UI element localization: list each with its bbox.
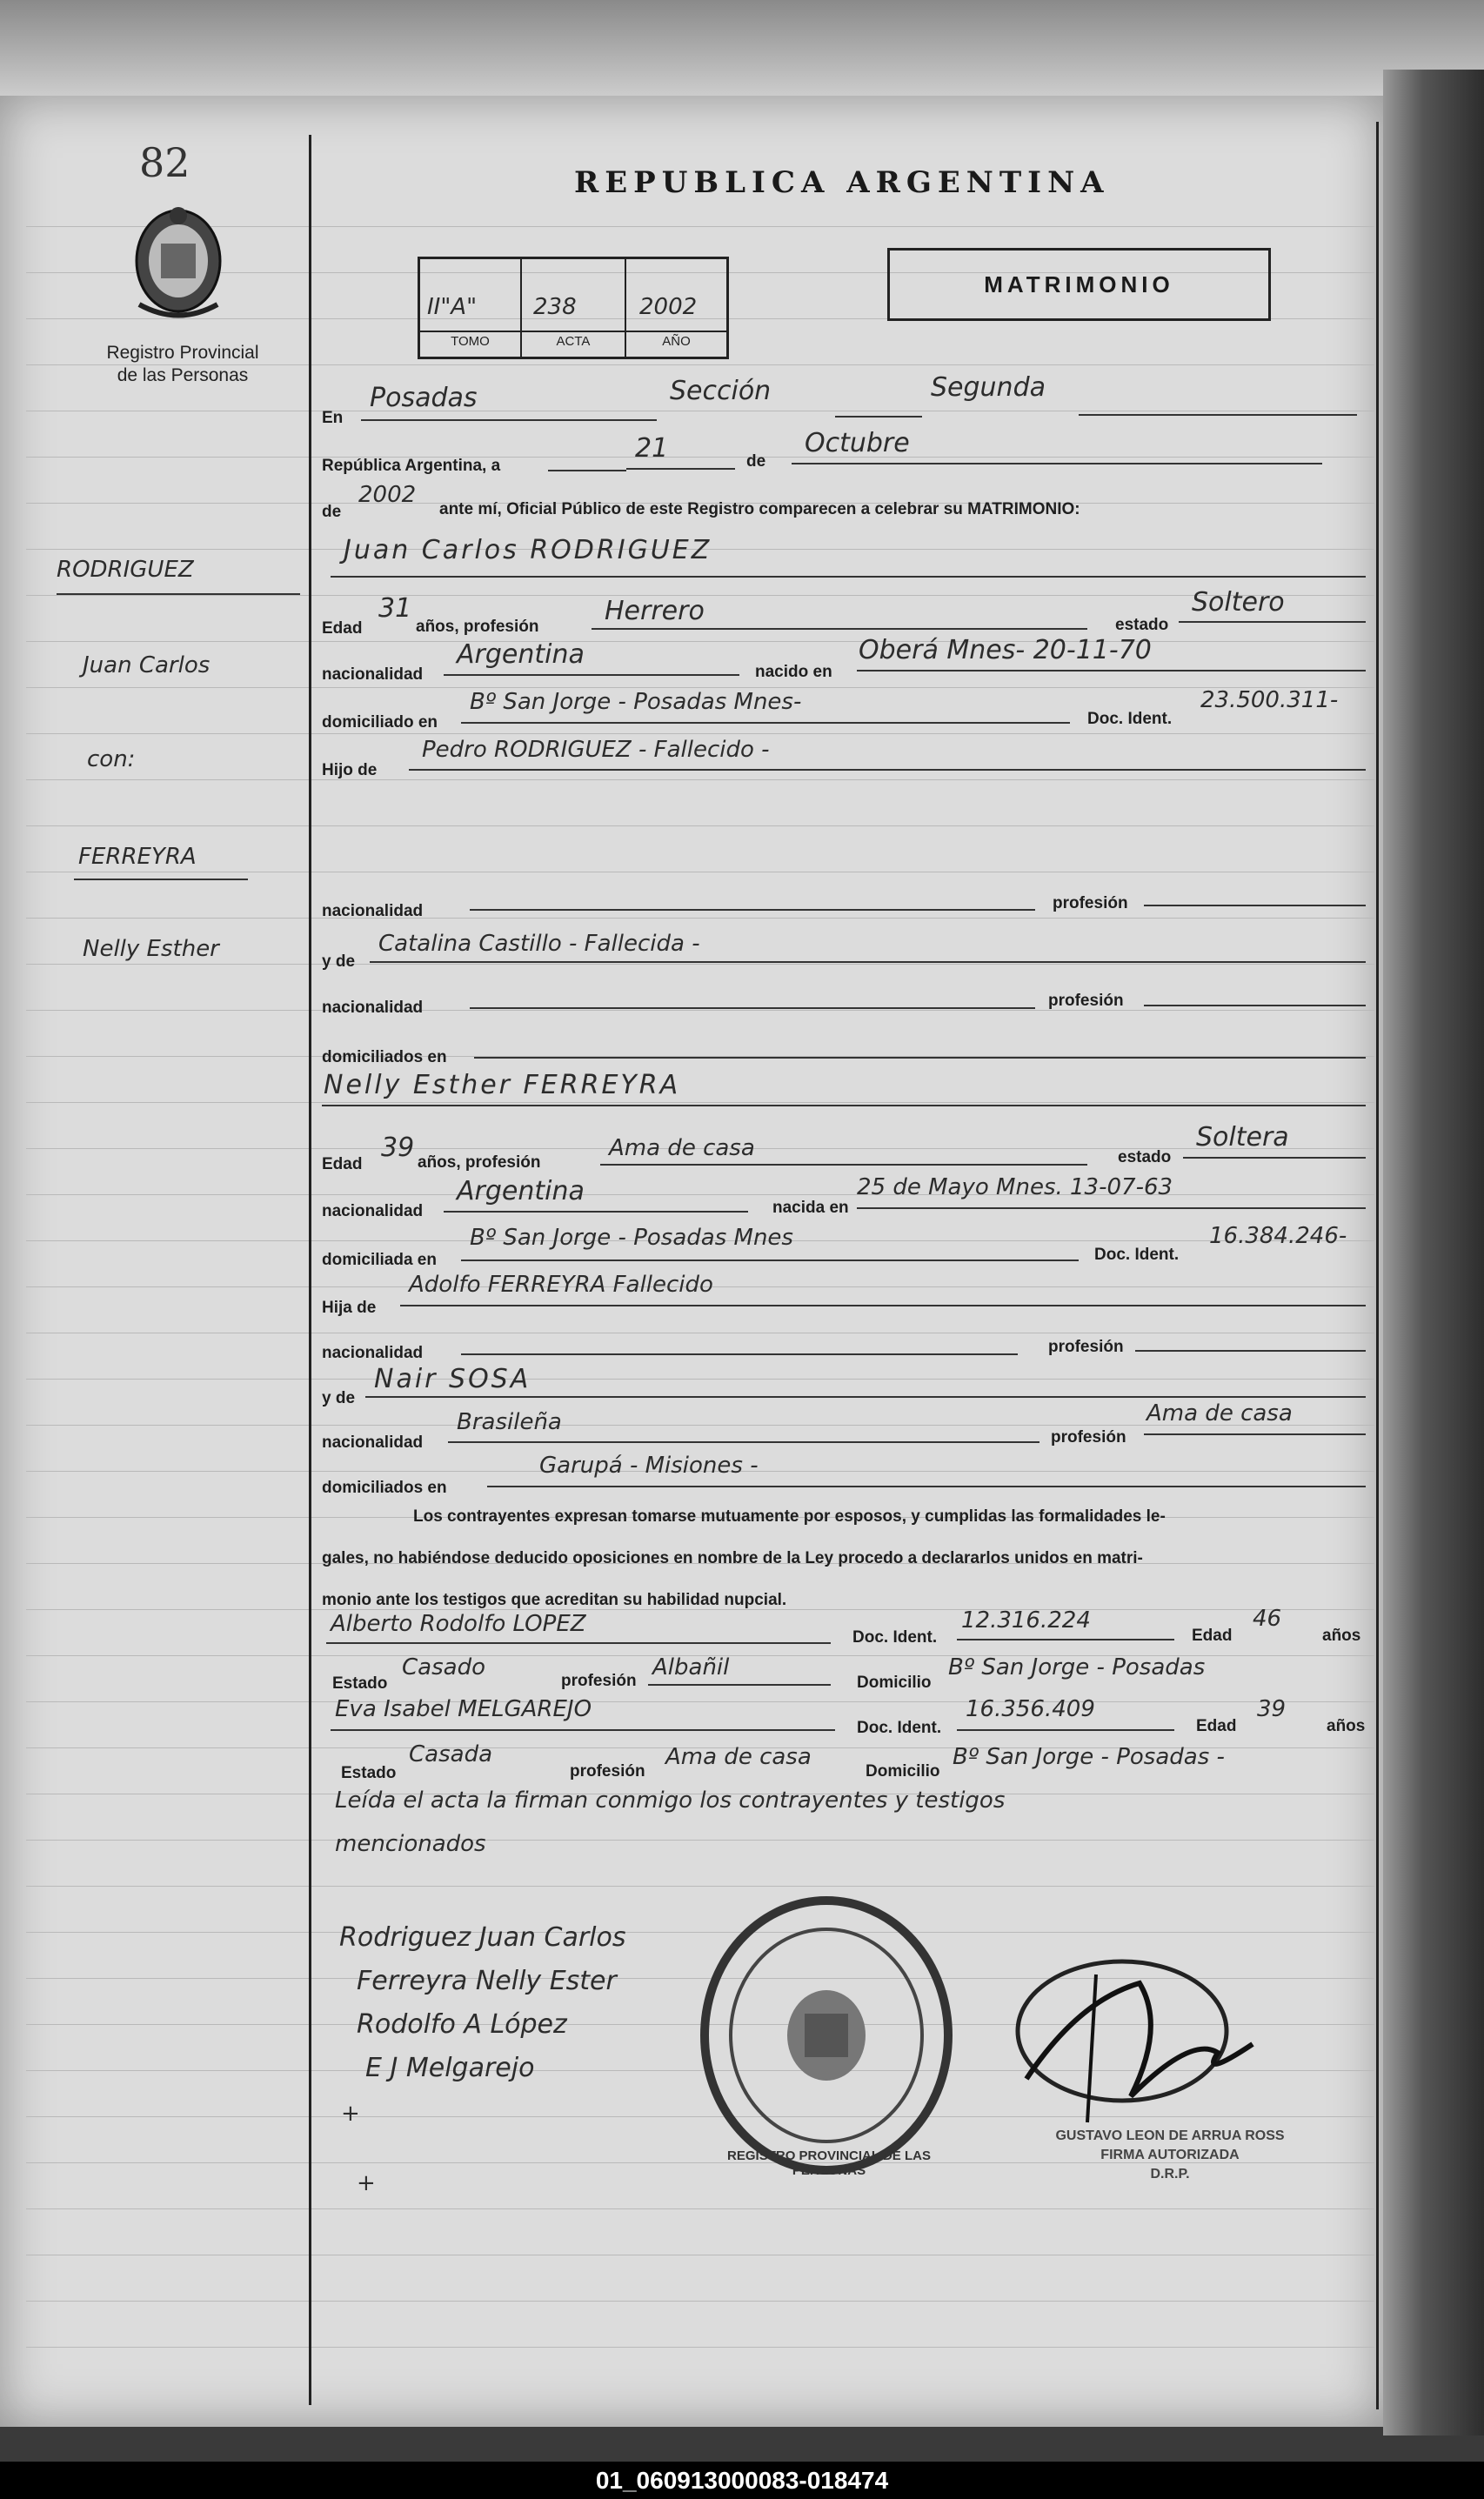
month: Octubre [805, 428, 910, 458]
witness1-name: Alberto Rodolfo LOPEZ [331, 1611, 586, 1637]
seccion-label: Sección [670, 376, 772, 406]
bride-domiciliados: Garupá - Misiones - [539, 1453, 759, 1479]
signature-witness1: Rodolfo A López [357, 2009, 567, 2040]
bride-father: Adolfo FERREYRA Fallecido [409, 1272, 713, 1298]
bride-profession: Ama de casa [609, 1135, 755, 1161]
margin-line-left [309, 135, 311, 2405]
intro-statement: ante mí, Oficial Público de este Registro comparecen a celebrar su MATRIMONIO: [439, 500, 1080, 518]
ano-label: AÑO [662, 334, 691, 349]
groom-birthplace: Oberá Mnes- 20-11-70 [859, 635, 1152, 665]
witness2-address: Bº San Jorge - Posadas - [953, 1744, 1225, 1770]
acta-label: ACTA [556, 334, 591, 349]
declaration: Los contrayentes expresan tomarse mutuamente por esposos, y cumplidas las formalidades le- gales, no habiéndose deducido oposiciones en nombre de la Ley procedo a declararlos unidos en matri- monio ante los testigos que acreditan su habilidad nupcial. [322, 1507, 1166, 1609]
registry-seal-icon [696, 1892, 957, 2179]
record-type-box [887, 248, 1271, 321]
bride-mother: Nair SOSA [374, 1364, 531, 1394]
bride-mother-nationality: Brasileña [457, 1409, 562, 1435]
bride-nationality: Argentina [457, 1176, 585, 1206]
margin-note-surname2: FERREYRA [78, 844, 197, 870]
witness2-status: Casada [409, 1741, 493, 1767]
witness1-age: 46 [1253, 1606, 1282, 1632]
officer-signature-icon [992, 1948, 1287, 2148]
groom-address: Bº San Jorge - Posadas Mnes- [470, 689, 802, 715]
witness2-name: Eva Isabel MELGAREJO [335, 1696, 592, 1722]
witness2-profession: Ama de casa [665, 1744, 812, 1770]
registry-name: Registro Provincial de las Personas [106, 343, 259, 385]
officer-stamp: GUSTAVO LEON DE ARRUA ROSS FIRMA AUTORIZADA D.R.P. [1055, 2128, 1285, 2182]
record-type: MATRIMONIO [984, 271, 1174, 297]
bride-address: Bº San Jorge - Posadas Mnes [470, 1225, 793, 1251]
bride-birthplace: 25 de Mayo Mnes. 13-07-63 [857, 1174, 1173, 1200]
country-title: REPUBLICA ARGENTINA [574, 165, 1110, 200]
year: 2002 [358, 482, 417, 508]
tomo-value: II"A" [427, 294, 478, 320]
witness1-profession: Albañil [652, 1654, 730, 1680]
bride-name: Nelly Esther FERREYRA [324, 1070, 681, 1100]
page-edge [1383, 70, 1484, 2436]
signature-bride: Ferreyra Nelly Ester [357, 1966, 617, 1996]
groom-mother: Catalina Castillo - Fallecida - [378, 931, 700, 957]
day: 21 [635, 433, 669, 464]
groom-age: 31 [378, 593, 412, 624]
tomo-label: TOMO [451, 334, 490, 349]
groom-profession: Herrero [605, 596, 705, 626]
ano-value: 2002 [639, 294, 698, 320]
groom-doc: 23.500.311- [1200, 687, 1339, 713]
bride-doc: 16.384.246- [1209, 1223, 1347, 1249]
seal-text: REGISTRO PROVINCIAL DE LAS PERSONAS [727, 2148, 931, 2178]
margin-note-con: con: [87, 746, 136, 772]
bride-status: Soltera [1196, 1122, 1289, 1153]
witness1-doc: 12.316.224 [961, 1607, 1091, 1634]
margin-note-given: Juan Carlos [83, 652, 211, 678]
closing-line1: Leída el acta la firman conmigo los contrayentes y testigos [335, 1787, 1006, 1814]
groom-nationality: Argentina [457, 639, 585, 670]
record-box [418, 257, 729, 359]
groom-name: Juan Carlos RODRIGUEZ [344, 535, 712, 565]
document-id: 01_060913000083-018474 [0, 2462, 1484, 2499]
coat-of-arms-icon [126, 200, 231, 322]
city: Posadas [370, 383, 478, 413]
bride-age: 39 [381, 1133, 415, 1163]
groom-status: Soltero [1192, 587, 1285, 618]
witness1-address: Bº San Jorge - Posadas [948, 1654, 1206, 1680]
groom-father: Pedro RODRIGUEZ - Fallecido - [422, 737, 770, 763]
closing-line2: mencionados [335, 1831, 486, 1857]
signature-groom: Rodriguez Juan Carlos [339, 1922, 626, 1953]
page-number: 82 [139, 139, 191, 186]
binding-top [0, 0, 1484, 100]
acta-value: 238 [533, 294, 577, 320]
margin-line-right [1376, 122, 1379, 2409]
margin-note-given2: Nelly Esther [83, 936, 219, 962]
witness1-status: Casado [402, 1654, 485, 1680]
witness2-doc: 16.356.409 [966, 1696, 1095, 1722]
witness2-age: 39 [1257, 1696, 1287, 1722]
bride-mother-profession: Ama de casa [1146, 1400, 1293, 1427]
signature-witness2: E J Melgarejo [365, 2053, 535, 2083]
seccion: Segunda [931, 372, 1046, 403]
register-page: 82 Registro Provincial de las Personas REPUBLICA ARGENTINA II"A" 238 2002 TOMO ACTA AÑO MATRIMONIO RODRIGUEZ Juan Carlos con: FERREYRA Nelly Esther En Posadas Sección Segunda República Argentina, a 21 de Octubre de 2002 ante mí, Oficial Público de este Registro comparecen a celebrar su MATRIMONIO: Juan Carlos RODRIGUEZ Edad 31 años, profesión Herrero estado Soltero nacionalidad Argentina nacido en Oberá Mnes- 20-11-70 domiciliado en Bº San Jorge - Posadas Mnes- Doc. Ident. 23.500.311- Hijo de Pedro RODRIGUEZ - Fallecido - nacionalidad profesión y de Catalina Castillo - Fallecida - nacionalidad profesión domiciliados en Nelly Esther FERREYRA Edad 39 años, profesión Ama de casa estado Soltera nacionalidad Argentina nacida en 25 de Mayo Mnes. 13-07-63 domiciliada en Bº San Jorge - Posadas Mnes Doc. Ident. 16.384.246- Hija de Adolfo FERREYRA Fallecido nacionalidad profesión y de Nair SOSA nacionalidad Brasileña profesión Ama de casa domiciliados en Garupá - Misiones - Los contrayentes expresan tomarse mutuamente por esposos, y cumplidas las formalidades le- gales, no habiéndose deducido oposiciones en nombre de la Ley procedo a declararlos unidos en matri- monio ante los testigos que acreditan su habilidad nupcial. Alberto Rodolfo LOPEZ Doc. Ident. 12.316.224 Edad 46 años Estado Casado profesión Albañil Domicilio Bº San Jorge - Posadas Eva Isabel MELGAREJO Doc. Ident. 16.356.409 Edad 39 años Estado Casada profesión Ama de casa Domicilio Bº San Jorge - Posadas - Leída el acta la firman conmigo los contrayentes y testigos mencionados Rodriguez Juan Carlos Ferreyra Nelly Ester Rodolfo A López E J Melgarejo + + REGISTRO PROVINCIAL DE LAS PERSONAS GUSTAVO LEON DE ARRUA ROSS FIRMA AUTORIZADA D.R.P. [0, 96, 1383, 2427]
margin-note-surname: RODRIGUEZ [57, 557, 194, 583]
